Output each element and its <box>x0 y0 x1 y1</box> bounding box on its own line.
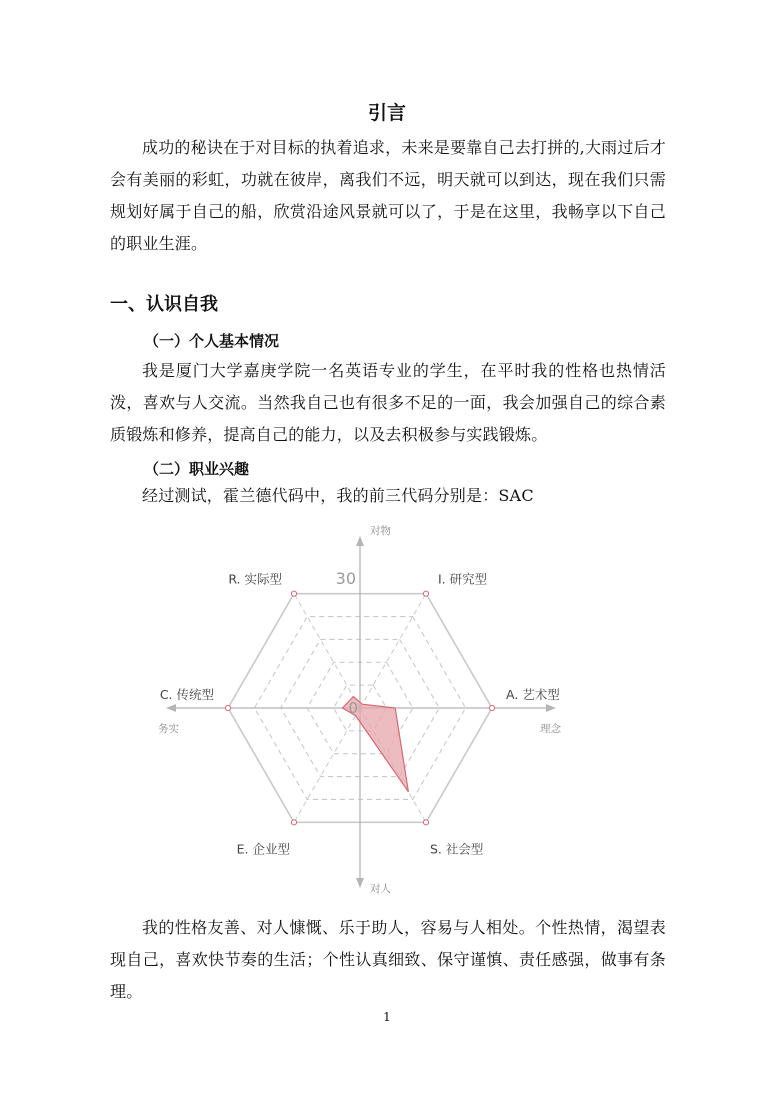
arrow-right-icon <box>546 704 556 712</box>
radar-vertex-dot <box>423 591 428 596</box>
arrow-up-icon <box>356 536 364 546</box>
direction-label-left: 务实 <box>158 723 179 735</box>
subheading-basic-info: （一）个人基本情况 <box>144 332 280 350</box>
radar-axis-label: S. 社会型 <box>430 841 484 857</box>
holland-radar-chart <box>148 520 578 900</box>
radar-vertex-dot <box>489 705 494 710</box>
page-number: 1 <box>383 1010 391 1024</box>
direction-label-top: 对物 <box>370 525 391 537</box>
intro-title: 引言 <box>367 102 406 124</box>
section-heading-know-self: 一、认识自我 <box>110 294 218 315</box>
scale-label-min: 0 <box>348 699 358 717</box>
arrow-left-icon <box>166 704 176 712</box>
radar-vertex-dot <box>225 705 230 710</box>
arrow-down-icon <box>356 878 364 888</box>
basic-info-paragraph: 我是厦门大学嘉庚学院一名英语专业的学生，在平时我的性格也热情活泼，喜欢与人交流。当然我自己也有很多不足的一面，我会加强自己的综合素质锻炼和修养，提高自己的能力，以及去积极参与实践锻炼。 <box>110 361 666 444</box>
direction-label-right: 理念 <box>540 723 561 735</box>
radar-axis-label: R. 实际型 <box>228 571 282 587</box>
radar-spoke <box>294 708 360 822</box>
subheading-career-interest: （二）职业兴趣 <box>144 460 250 478</box>
direction-label-bottom: 对人 <box>370 883 391 895</box>
radar-vertex-dot <box>291 820 296 825</box>
intro-paragraph: 成功的秘诀在于对目标的执着追求，未来是要靠自己去打拼的,大雨过后才会有美丽的彩虹，功就在彼岸，离我们不远，明天就可以到达，现在我们只需规划好属于自己的船，欣赏沿途风景就可以了，于是在这里，我畅享以下自己的职业生涯。 <box>110 138 666 253</box>
radar-spoke <box>294 594 360 708</box>
scale-label-max: 30 <box>335 569 356 588</box>
radar-axis-label: C. 传统型 <box>159 687 214 702</box>
radar-vertex-dot <box>291 591 296 596</box>
radar-axis-label: I. 研究型 <box>438 571 488 587</box>
radar-spoke <box>360 594 426 708</box>
career-interest-paragraph: 经过测试，霍兰德代码中，我的前三代码分别是：SAC <box>142 486 534 505</box>
radar-axis-label: E. 企业型 <box>236 841 290 857</box>
radar-axis-label: A. 艺术型 <box>506 687 560 702</box>
radar-vertex-dot <box>423 820 428 825</box>
personality-paragraph: 我的性格友善、对人慷慨、乐于助人，容易与人相处。个性热情，渴望表现自己，喜欢快节奏的生活；个性认真细致、保守谨慎、责任感强，做事有条理。 <box>110 918 666 1001</box>
